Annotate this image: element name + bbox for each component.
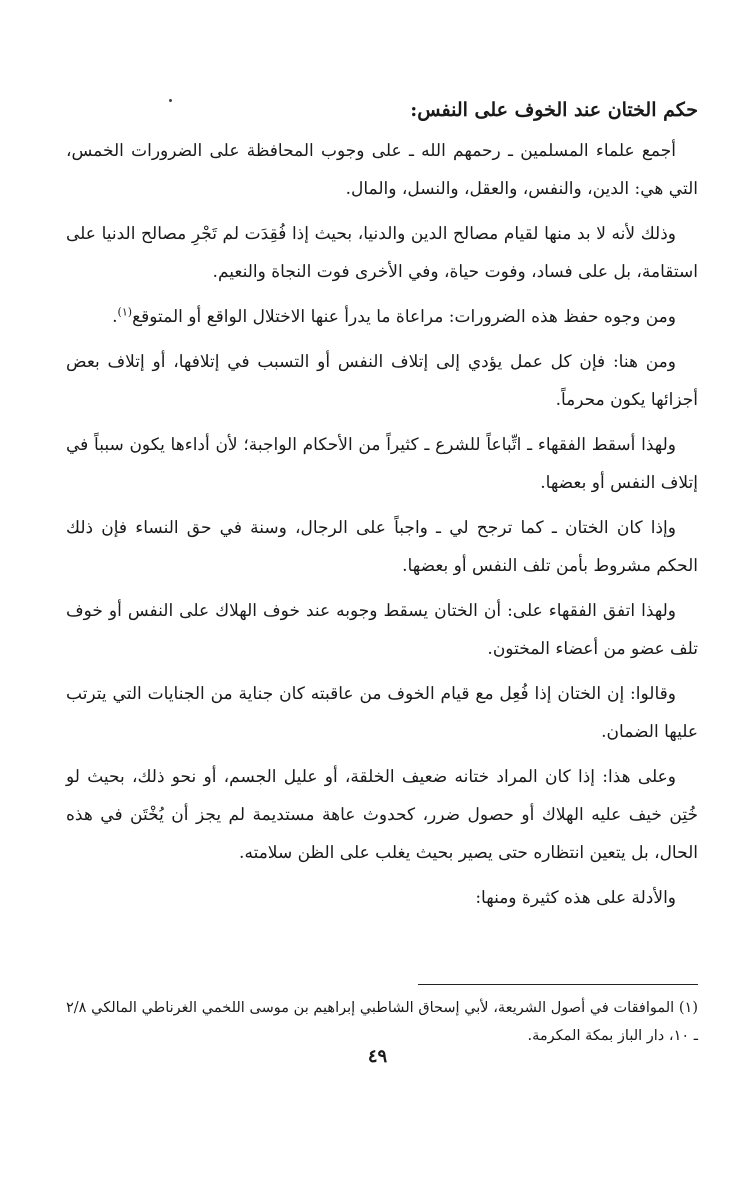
paragraph-6: وإذا كان الختان ـ كما ترجح لي ـ واجباً على الرجال، وسنة في حق النساء فإن ذلك الحكم مشروط بأمن تلف النفس أو بعضها. xyxy=(66,518,698,576)
paragraph-1: أجمع علماء المسلمين ـ رحمهم الله ـ على وجوب المحافظة على الضرورات الخمس، التي هي: الدين، والنفس، والعقل، والنسل، والمال. xyxy=(66,141,698,199)
paragraph-8: وقالوا: إن الختان إذا فُعِل مع قيام الخوف من عاقبته كان جناية من الجنايات التي يترتب عليها الضمان. xyxy=(66,684,698,742)
paragraph-2: وذلك لأنه لا بد منها لقيام مصالح الدين والدنيا، بحيث إذا فُقِدَت لم تَجْرِ مصالح الدنيا على استقامة، بل على فساد، وفوت حياة، وفي الأخرى فوت النجاة والنعيم. xyxy=(66,224,698,282)
page-body xyxy=(66,96,698,1044)
paragraph-9: وعلى هذا: إذا كان المراد ختانه ضعيف الخلقة، أو عليل الجسم، أو نحو ذلك، بحيث لو خُتِن خيف عليه الهلاك أو حصول ضرر، كحدوث عاهة مستديمة لم يجز أن يُخْتَن في هذه الحال، بل يتعين انتظاره حتى يصير بحيث يغلب على الظن سلامته. xyxy=(66,767,698,863)
paragraph-4: ومن هنا: فإن كل عمل يؤدي إلى إتلاف النفس أو التسبب في إتلافها، أو إتلاف بعض أجزائها يكون محرماً. xyxy=(66,352,698,410)
paragraph-3-end: . xyxy=(112,307,118,327)
section-heading: حكم الختان عند الخوف على النفس: xyxy=(410,99,698,121)
footnote-divider xyxy=(418,984,698,985)
paragraph-3-text: ومن وجوه حفظ هذه الضرورات: مراعاة ما يدرأ عنها الاختلال الواقع أو المتوقع xyxy=(132,307,676,327)
footnote-reference: (١) xyxy=(117,305,133,319)
paragraph-5: ولهذا أسقط الفقهاء ـ اتِّباعاً للشرع ـ كثيراً من الأحكام الواجبة؛ لأن أداءها يكون سبباً في إتلاف النفس أو بعضها. xyxy=(66,435,698,493)
paragraph-7: ولهذا اتفق الفقهاء على: أن الختان يسقط وجوبه عند خوف الهلاك على النفس أو خوف تلف عضو من أعضاء المختون. xyxy=(66,601,698,659)
page-number: ٤٩ xyxy=(367,1046,388,1067)
paragraph-3 xyxy=(66,298,698,336)
paragraph-10: والأدلة على هذه كثيرة ومنها: xyxy=(475,888,676,908)
footnote: (١) الموافقات في أصول الشريعة، لأبي إسحاق الشاطبي إبراهيم بن موسى اللخمي الغرناطي المالكي ٢/٨ ـ ١٠، دار الباز بمكة المكرمة. xyxy=(66,1000,698,1044)
